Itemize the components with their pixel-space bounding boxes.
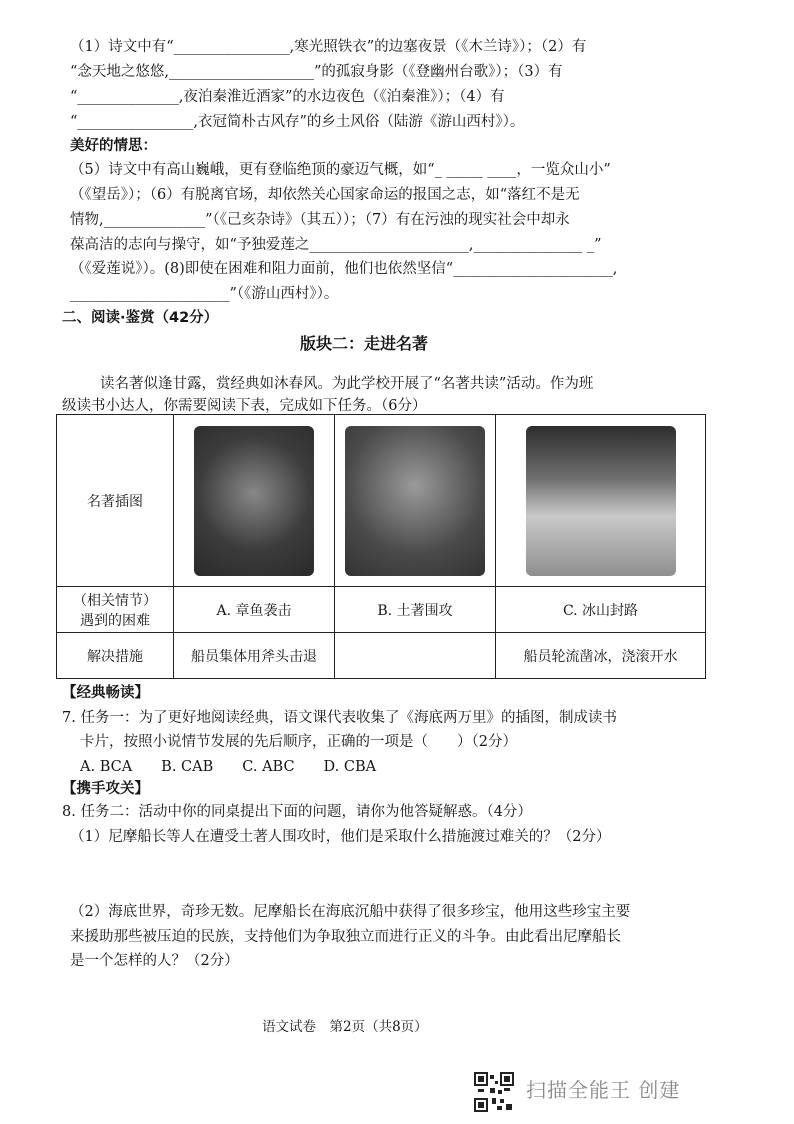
collab-heading: 【携手攻关】 (62, 781, 149, 797)
poem-line-5: （5）诗文中有高山巍峨，更有登临绝顶的豪迈气概，如“_ _____ ____，一览众山小” (70, 162, 611, 178)
poem-line-9: （《爱莲说》）。(8)即使在困难和阻力面前，他们也依然坚信“______________________, (70, 261, 618, 277)
table-cell: B. 土著围攻 (335, 587, 496, 633)
poem-line-10: ______________________”（《游山西村》）。 (70, 286, 339, 302)
poem-line-6: （《望岳》）；（6）有脱离官场，却依然关心国家命运的报国之志，如“落红不是无 (70, 187, 580, 203)
intro-line-1: 读名著似逢甘露，赏经典如沐春风。为此学校开展了“名著共读”活动。作为班 (100, 376, 594, 392)
question-8-1: （1）尼摩船长等人在遭受土著人围攻时，他们是采取什么措施渡过难关的？（2分） (70, 829, 611, 845)
octopus-illustration (194, 426, 314, 576)
question-8-2-line-2: 来援助那些被压迫的民族，支持他们为争取独立而进行正义的斗争。由此看出尼摩船长 (70, 929, 621, 945)
block-title: 版块二：走进名著 (300, 334, 429, 353)
scanner-watermark: 扫描全能王 创建 (526, 1078, 681, 1102)
question-8: 8. 任务二：活动中你的同桌提出下面的问题，请你为他答疑解惑。（4分） (62, 804, 532, 820)
table-cell: A. 章鱼袭击 (174, 587, 335, 633)
poem-line-4: “________________,衣冠简朴古风存”的乡土风俗（陆游《游山西村》）。 (70, 114, 525, 130)
intro-line-2: 级读书小达人，你需要阅读下表，完成如下任务。（6分） (62, 398, 427, 414)
question-7-line-2: 卡片，按照小说情节发展的先后顺序，正确的一项是（ ）（2分） (80, 734, 517, 750)
qr-code-icon (474, 1072, 514, 1112)
subsection-heading: 美好的情思： (70, 138, 157, 154)
table-cell: C. 冰山封路 (496, 587, 706, 633)
question-7-line-1: 7. 任务一：为了更好地阅读经典，语文课代表收集了《海底两万里》的插图，制成读书 (62, 710, 617, 726)
page-footer: 语文试卷 第2页（共8页） (262, 1019, 428, 1035)
poem-line-3: “______________,夜泊秦淮近酒家”的水边夜色（《泊秦淮》）；（4）有 (70, 89, 505, 105)
question-7-options: A. BCA B. CAB C. ABC D. CBA (80, 759, 377, 775)
table-row-label: 名著插图 (57, 415, 174, 587)
book-table (56, 414, 706, 679)
table-cell: 船员集体用斧头击退 (174, 633, 335, 679)
classic-reading-heading: 【经典畅读】 (62, 685, 149, 701)
poem-line-8: 葆高洁的志向与操守，如“予独爱莲之______________________,_______________ _” (70, 237, 602, 253)
poem-line-1: （1）诗文中有“________________,寒光照铁衣”的边塞夜景（《木兰诗》）；（2）有 (70, 39, 587, 55)
iceberg-illustration (526, 426, 676, 576)
table-row-label: 解决措施 (57, 633, 174, 679)
table-cell (335, 633, 496, 679)
poem-line-2: “念天地之悠悠,____________________”的孤寂身影（《登幽州台歌》）；（3）有 (70, 64, 563, 80)
poem-line-7: 情物,______________”（《己亥杂诗》（其五））；（7）有在污浊的现实社会中却永 (70, 212, 570, 228)
question-8-2-line-1: （2）海底世界，奇珍无数。尼摩船长在海底沉船中获得了很多珍宝，他用这些珍宝主要 (70, 904, 631, 920)
section-heading: 二、阅读·鉴赏（42分） (62, 310, 219, 326)
table-cell: 船员轮流凿冰，浇滚开水 (496, 633, 706, 679)
table-row-label: （相关情节） 遇到的困难 (57, 587, 174, 633)
natives-illustration (345, 426, 485, 576)
question-8-2-line-3: 是一个怎样的人？（2分） (70, 953, 239, 969)
